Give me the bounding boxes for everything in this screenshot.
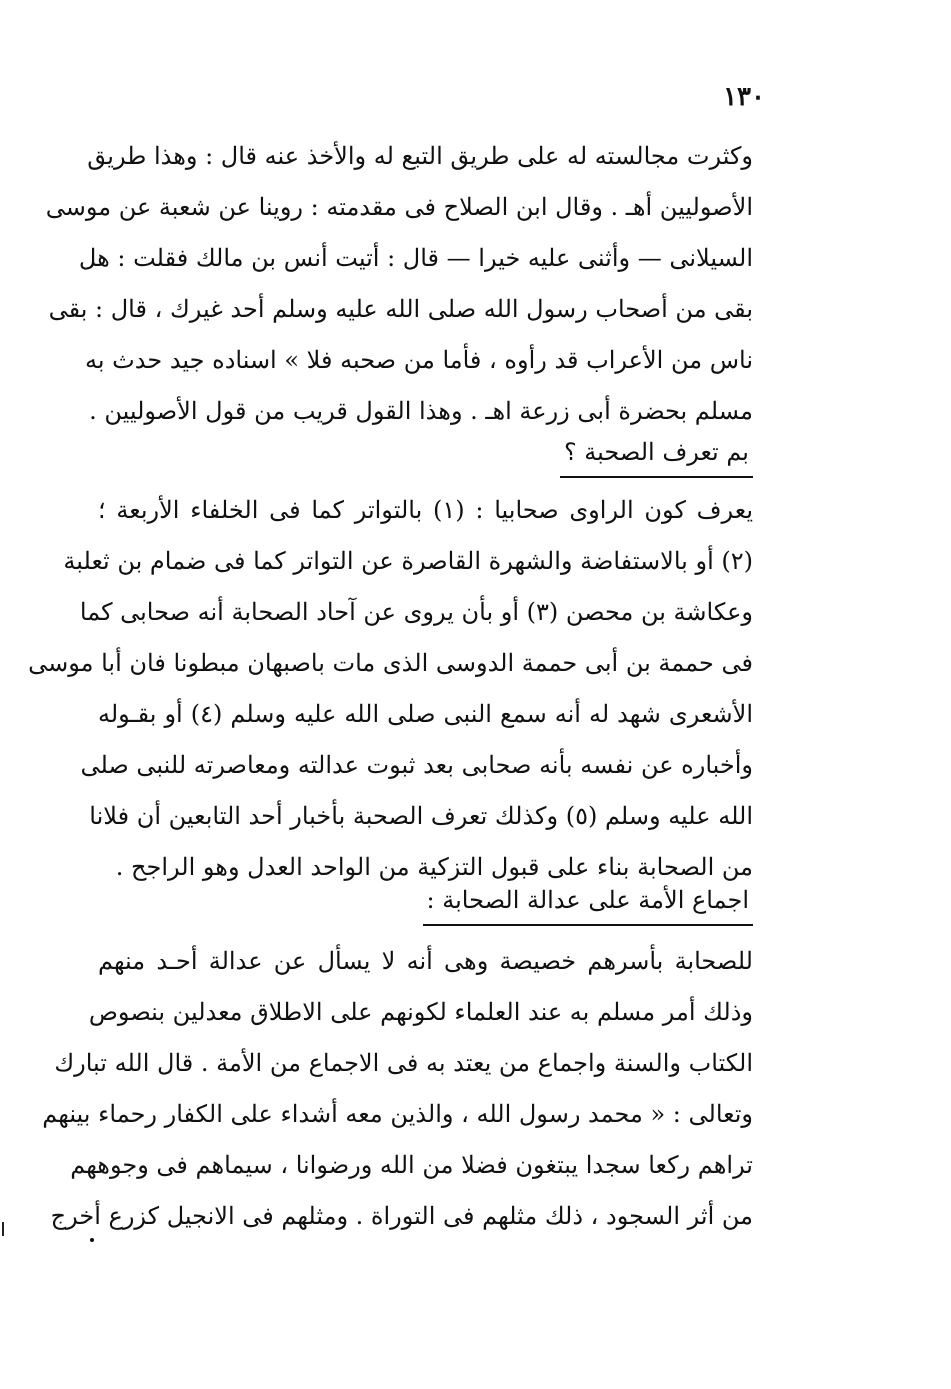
heading-text: بم تعرف الصحبة ؟ [560,432,753,478]
text-line: وعكاشة بن محصن (٣) أو بأن يروى عن آحاد الصحابة أنه صحابى كما [79,598,753,626]
text-line: وأخباره عن نفسه بأنه صحابى بعد ثبوت عدالته ومعاصرته للنبى صلى [80,751,753,779]
text-line: تراهم ركعا سجدا يبتغون فضلا من الله ورضوانا ، سيماهم فى وجوههم [70,1151,753,1179]
text-line: الأشعرى شهد له أنه سمع النبى صلى الله عليه وسلم (٤) أو بقـوله [98,700,753,728]
text-line: وذلك أمر مسلم به عند العلماء لكونهم على الاطلاق معدلين بنصوص [88,998,753,1026]
text-line: السيلانى — وأثنى عليه خيرا — قال : أتيت أنس بن مالك فقلت : هل [78,244,753,272]
text-line: للصحابة بأسرهم خصيصة وهى أنه لا يسأل عن عدالة أحـد منهم [98,947,753,975]
text-line: مسلم بحضرة أبى زرعة اهـ . وهذا القول قريب من قول الأصوليين . [89,397,753,425]
scan-speck [90,1238,94,1242]
text-line: من الصحابة بناء على قبول التزكية من الواحد العدل وهو الراجح . [115,853,753,881]
paragraph-2 [28,485,753,893]
text-line: الله عليه وسلم (٥) وكذلك تعرف الصحبة بأخبار أحد التابعين أن فلانا [89,802,753,830]
text-line: فى حممة بن أبى حممة الدوسى الذى مات باصبهان مبطونا فان أبا موسى [28,649,753,677]
text-line: (٢) أو بالاستفاضة والشهرة القاصرة عن التواتر كما فى ضمام بن ثعلبة [63,547,753,575]
paragraph-3 [42,936,753,1242]
scan-edge-mark [2,1222,4,1236]
section-heading-1 [560,432,753,478]
heading-text: اجماع الأمة على عدالة الصحابة : [423,880,754,926]
text-line: ناس من الأعراب قد رأوه ، فأما من صحبه فلا » اسناده جيد حدث به [84,346,753,374]
text-line: وكثرت مجالسته له على طريق التبع له والأخذ عنه قال : وهذا طريق [87,142,753,170]
section-heading-2 [423,880,754,926]
text-line: الكتاب والسنة واجماع من يعتد به فى الاجماع من الأمة . قال الله تبارك [54,1049,753,1077]
text-line: بقى من أصحاب رسول الله صلى الله عليه وسلم أحد غيرك ، قال : بقى [48,295,753,323]
page-number: ١٣٠ [723,82,765,112]
text-line: وتعالى : « محمد رسول الله ، والذين معه أشداء على الكفار رحماء بينهم [42,1100,753,1128]
text-line: يعرف كون الراوى صحابيا : (١) بالتواتر كما فى الخلفاء الأربعة ؛ [98,496,753,524]
text-line: من أثر السجود ، ذلك مثلهم فى التوراة . ومثلهم فى الانجيل كزرع أخرج [50,1202,753,1230]
paragraph-1 [45,131,753,437]
text-line: الأصوليين أهـ . وقال ابن الصلاح فى مقدمته : روينا عن شعبة عن موسى [45,193,753,221]
